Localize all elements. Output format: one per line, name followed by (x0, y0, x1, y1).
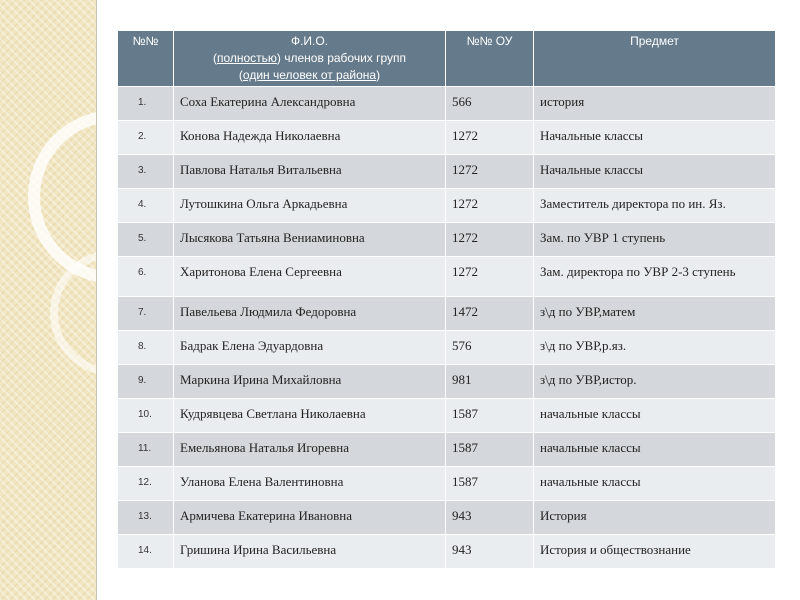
table-row (118, 223, 776, 257)
row-subject-cell: Заместитель директора по ин. Яз. (534, 189, 776, 223)
row-school-cell: 1272 (446, 257, 534, 297)
table-row (118, 433, 776, 467)
row-school-cell: 981 (446, 365, 534, 399)
header-fio-line1: Ф.И.О. (290, 34, 329, 48)
table-row (118, 87, 776, 121)
row-num-cell: 12. (118, 467, 174, 501)
header-fio-district: один человек от района (242, 68, 377, 82)
row-subject-cell: начальные классы (534, 399, 776, 433)
decorative-side-band (0, 0, 96, 600)
row-num-cell: 10. (118, 399, 174, 433)
table-row (118, 399, 776, 433)
table-row (118, 189, 776, 223)
row-name-cell: Лысякова Татьяна Вениаминовна (174, 223, 446, 257)
row-subject-cell: история (534, 87, 776, 121)
row-name-cell: Павлова Наталья Витальевна (174, 155, 446, 189)
row-school-cell: 943 (446, 501, 534, 535)
row-name-cell: Бадрак Елена Эдуардовна (174, 331, 446, 365)
working-group-table (117, 30, 776, 569)
row-subject-cell: з\д по УВР,матем (534, 297, 776, 331)
row-num-cell: 9. (118, 365, 174, 399)
row-name-cell: Лутошкина Ольга Аркадьевна (174, 189, 446, 223)
row-school-cell: 943 (446, 535, 534, 569)
row-subject-cell: Зам. по УВР 1 ступень (534, 223, 776, 257)
row-subject-cell: История (534, 501, 776, 535)
row-subject-cell: з\д по УВР,истор. (534, 365, 776, 399)
row-school-cell: 1272 (446, 223, 534, 257)
row-name-cell: Маркина Ирина Михайловна (174, 365, 446, 399)
table-row (118, 257, 776, 297)
header-school: №№ ОУ (446, 31, 534, 87)
row-name-cell: Гришина Ирина Васильевна (174, 535, 446, 569)
row-subject-cell: начальные классы (534, 433, 776, 467)
row-subject-cell: з\д по УВР,р.яз. (534, 331, 776, 365)
row-school-cell: 566 (446, 87, 534, 121)
row-name-cell: Кудрявцева Светлана Николаевна (174, 399, 446, 433)
header-num: №№ (118, 31, 174, 87)
table-row (118, 365, 776, 399)
table-row (118, 155, 776, 189)
row-school-cell: 1272 (446, 189, 534, 223)
row-name-cell: Павельева Людмила Федоровна (174, 297, 446, 331)
row-school-cell: 1272 (446, 121, 534, 155)
side-divider (96, 0, 97, 600)
row-name-cell: Армичева Екатерина Ивановна (174, 501, 446, 535)
header-subject: Предмет (534, 31, 776, 87)
row-num-cell: 4. (118, 189, 174, 223)
table-row (118, 121, 776, 155)
row-subject-cell: Зам. директора по УВР 2-3 ступень (534, 257, 776, 297)
row-num-cell: 1. (118, 87, 174, 121)
row-subject-cell: начальные классы (534, 467, 776, 501)
row-num-cell: 14. (118, 535, 174, 569)
row-name-cell: Уланова Елена Валентиновна (174, 467, 446, 501)
table-row (118, 331, 776, 365)
row-num-cell: 6. (118, 257, 174, 297)
row-name-cell: Харитонова Елена Сергеевна (174, 257, 446, 297)
row-school-cell: 1587 (446, 399, 534, 433)
table-row (118, 535, 776, 569)
row-school-cell: 1472 (446, 297, 534, 331)
row-num-cell: 8. (118, 331, 174, 365)
row-num-cell: 11. (118, 433, 174, 467)
row-school-cell: 1272 (446, 155, 534, 189)
row-subject-cell: Начальные классы (534, 121, 776, 155)
table-row (118, 297, 776, 331)
row-school-cell: 1587 (446, 433, 534, 467)
decorative-ring-icon (50, 250, 96, 376)
row-subject-cell: История и обществознание (534, 535, 776, 569)
row-num-cell: 13. (118, 501, 174, 535)
header-fio-full: полностью (216, 51, 277, 65)
table-body (118, 87, 776, 569)
row-name-cell: Соха Екатерина Александровна (174, 87, 446, 121)
row-num-cell: 3. (118, 155, 174, 189)
table-row (118, 501, 776, 535)
row-subject-cell: Начальные классы (534, 155, 776, 189)
header-fio-line3: (один человек от района) (238, 68, 381, 82)
row-name-cell: Конова Надежда Николаевна (174, 121, 446, 155)
row-num-cell: 5. (118, 223, 174, 257)
header-fio-line2: (полностью) членов рабочих групп (212, 51, 407, 65)
header-fio-members: членов рабочих групп (280, 51, 407, 65)
row-school-cell: 1587 (446, 467, 534, 501)
row-school-cell: 576 (446, 331, 534, 365)
table-row (118, 467, 776, 501)
row-num-cell: 2. (118, 121, 174, 155)
table-header-row (118, 31, 776, 87)
row-name-cell: Емельянова Наталья Игоревна (174, 433, 446, 467)
row-num-cell: 7. (118, 297, 174, 331)
header-fio (174, 31, 446, 87)
